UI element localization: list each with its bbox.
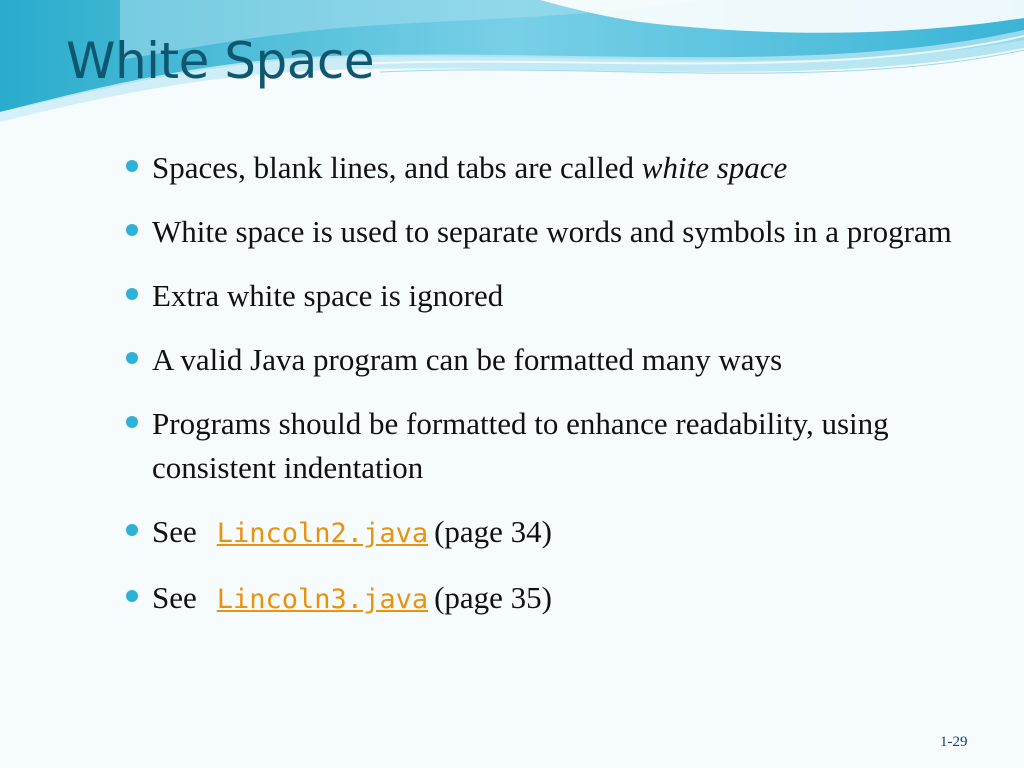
bullet-text: Programs should be formatted to enhance readability, using consistent indentation — [152, 406, 889, 485]
lincoln3-java-link[interactable]: Lincoln3.java — [216, 584, 429, 615]
bullet-dot-icon — [126, 590, 138, 602]
bullet-dot-icon — [126, 160, 138, 172]
emphasized-term: white space — [641, 150, 788, 185]
bullet-list — [125, 146, 1005, 642]
see-label: See — [152, 580, 197, 615]
bullet-item — [125, 146, 1005, 190]
bullet-dot-icon — [126, 224, 138, 236]
bullet-dot-icon — [126, 288, 138, 300]
page-number: 1-29 — [940, 734, 968, 750]
slide-title: White Space — [66, 32, 375, 90]
bullet-item — [125, 510, 1005, 556]
bullet-text: A valid Java program can be formatted many ways — [152, 342, 783, 377]
page-reference: (page 35) — [434, 580, 553, 615]
bullet-item — [125, 274, 1005, 318]
bullet-dot-icon — [126, 416, 138, 428]
bullet-dot-icon — [126, 352, 138, 364]
page-reference: (page 34) — [434, 514, 553, 549]
bullet-item — [125, 338, 1005, 382]
bullet-text: Spaces, blank lines, and tabs are called — [152, 150, 642, 185]
see-label: See — [152, 514, 197, 549]
bullet-text: Extra white space is ignored — [152, 278, 504, 313]
bullet-dot-icon — [126, 524, 138, 536]
bullet-item — [125, 402, 1005, 490]
bullet-item — [125, 210, 1005, 254]
lincoln2-java-link[interactable]: Lincoln2.java — [216, 518, 429, 549]
bullet-item — [125, 576, 1005, 622]
bullet-text: White space is used to separate words and symbols in a program — [152, 214, 952, 249]
